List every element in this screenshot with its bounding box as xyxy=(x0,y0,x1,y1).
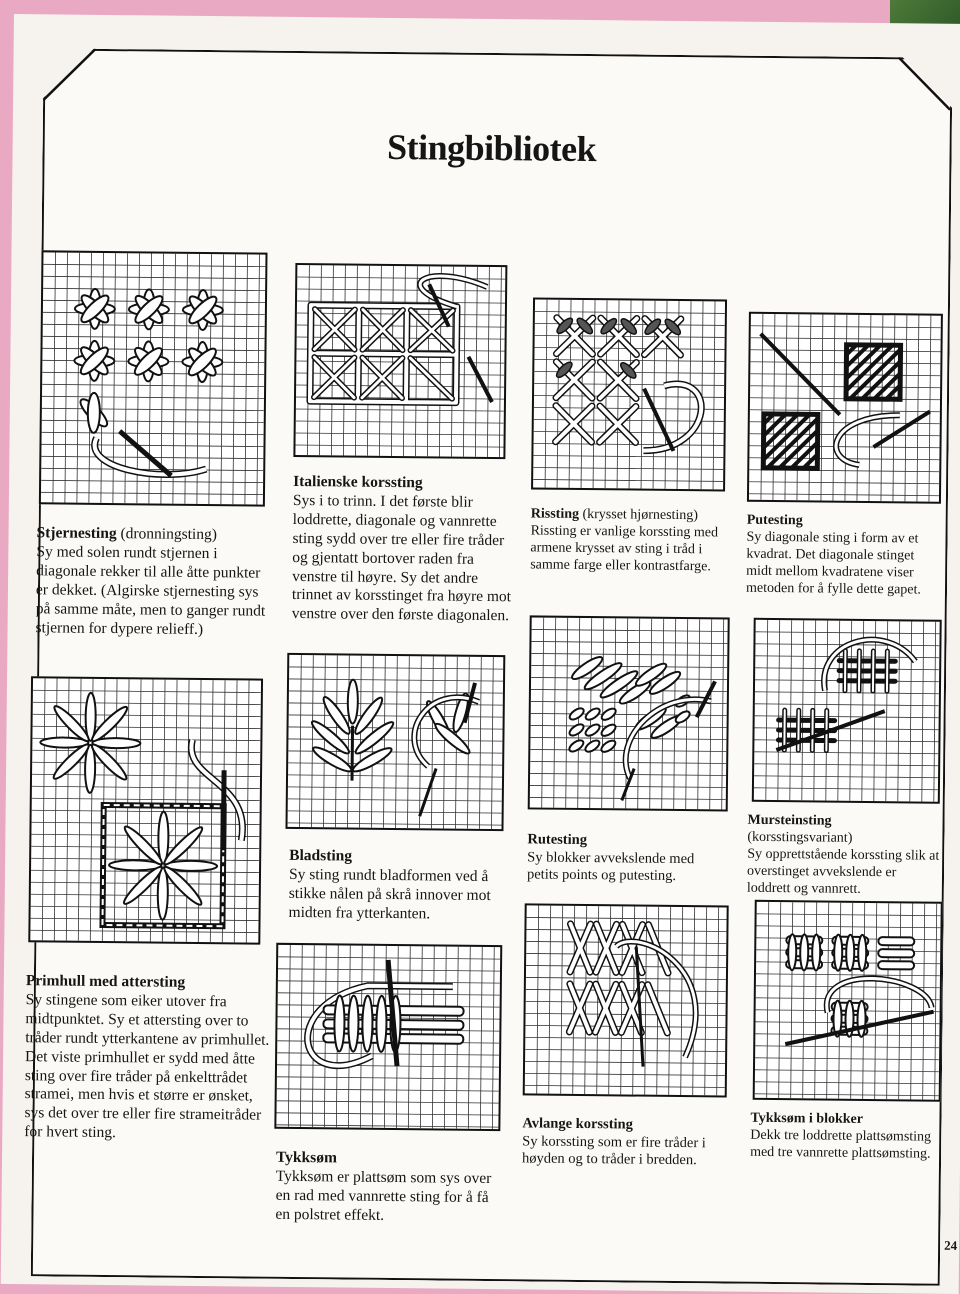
italian-cross-stitch-illustration xyxy=(295,265,505,457)
diagram-stjernesting xyxy=(39,250,268,506)
long-cross-stitch-illustration xyxy=(525,905,727,1095)
stitch-description: Sy opprettstående korssting slik at overstinget avvekslende er loddrett og vannrett. xyxy=(746,846,940,898)
diagram-primhull xyxy=(28,676,263,944)
stitch-name: Putesting xyxy=(746,512,803,529)
stitch-description: Dekk tre loddrette plattsømsting med tre vannrette plattsømsting. xyxy=(750,1127,932,1162)
checker-stitch-illustration xyxy=(530,617,728,809)
page-number: 24 xyxy=(944,1237,958,1253)
book-page xyxy=(1,14,960,1294)
stitch-subtitle: (krysset hjørnesting) xyxy=(578,506,699,524)
stitch-name: Avlange korssting xyxy=(522,1115,634,1133)
caption-tykksom-i-blokker xyxy=(750,1110,947,1163)
rice-stitch-illustration xyxy=(533,299,725,489)
block-satin-stitch-illustration xyxy=(755,902,941,1100)
stitch-subtitle: (korsstingsvariant) xyxy=(747,829,853,846)
stitch-description: Sy stingene som eiker utover fra midtpunktet. Sy et attersting over to tråder rundt ytterkantene av primhullet. Det viste primhullet er sydd med åtte sting over fire tråder på enkelttrådet stramei, men hvis et større er ønsket, sys det over tre eller fire strameitråder for hvert sting. xyxy=(24,991,270,1142)
caption-stjernesting xyxy=(35,524,276,640)
stitch-description: Sy diagonale sting i form av et kvadrat. Det diagonale stinget midt mellom kvadratene viser metoden for å fylle dette gapet. xyxy=(745,529,922,598)
stitch-description: Rissting er vanlige korssting med armene krysset av sting i tråd i samme farge eller kontrastfarge. xyxy=(530,523,719,575)
caption-putesting xyxy=(746,512,937,599)
stitch-description: Sy med solen rundt stjernen i diagonale rekker til alle åtte punkter er dekket. (Algirske stjernesting sys på samme måte, men to ganger rundt stjernen for dypere relieff.) xyxy=(35,543,266,638)
diagram-italienske-korssting xyxy=(293,263,507,459)
stitch-name: Primhull med attersting xyxy=(25,972,186,991)
page-title: Stingbibliotek xyxy=(386,126,597,170)
diagram-mursteinsting xyxy=(752,618,942,804)
diagram-bladsting xyxy=(285,653,505,831)
cushion-stitch-illustration xyxy=(749,314,941,502)
stitch-description: Sy korssting som er fire tråder i høyden og to tråder i bredden. xyxy=(521,1133,706,1169)
caption-tykksom xyxy=(275,1149,506,1227)
diagram-avlange-korssting xyxy=(523,903,729,1097)
stitch-name: Italienske korssting xyxy=(293,472,423,492)
diagram-rutesting xyxy=(528,615,730,811)
caption-primhull xyxy=(24,972,276,1145)
leaf-stitch-illustration xyxy=(288,655,504,829)
stitch-name: Tykksøm xyxy=(275,1148,338,1167)
diagram-tykksom xyxy=(274,943,502,1131)
stitch-subtitle: (dronningsting) xyxy=(116,525,218,544)
brick-stitch-illustration xyxy=(754,620,940,802)
padded-satin-stitch-illustration xyxy=(276,945,500,1129)
stitch-description: Tykksøm er plattsøm som sys over en rad med vannrette sting for å få en polstret effekt. xyxy=(275,1167,492,1224)
caption-bladsting xyxy=(289,847,514,925)
stitch-name: Tykksøm i blokker xyxy=(750,1110,864,1127)
caption-mursteinsting xyxy=(747,812,944,899)
eyelet-stitch-illustration xyxy=(30,678,261,942)
caption-avlange-korssting xyxy=(522,1115,733,1170)
caption-italienske-korssting xyxy=(292,473,514,627)
caption-rutesting xyxy=(527,831,724,886)
stitch-description: Sy blokker avvekslende med petits points og putesting. xyxy=(526,849,695,885)
stitch-name: Mursteinsting xyxy=(747,812,832,829)
stitch-name: Bladsting xyxy=(289,846,353,865)
diagram-tykksom-i-blokker xyxy=(753,900,943,1102)
diagram-putesting xyxy=(747,312,943,504)
stitch-name: Stjernesting xyxy=(36,524,117,543)
diagram-rissting xyxy=(531,297,727,491)
stitch-description: Sys i to trinn. I det første blir loddrette, diagonale og vannrette sting sydd over tre eller fire tråder og gjentatt bortover raden fra venstre til høyre. Sy det andre trinnet av korsstinget fra høyre mot venstre over den første diagonalen. xyxy=(291,491,512,625)
star-stitch-illustration xyxy=(41,252,266,504)
stitch-description: Sy sting rundt bladformen ved å stikke nålen på skrå innover mot midten fra ytterkanten. xyxy=(288,865,491,923)
stitch-name: Rissting xyxy=(530,506,580,522)
stitch-name: Rutesting xyxy=(527,831,588,849)
caption-rissting xyxy=(530,505,731,575)
